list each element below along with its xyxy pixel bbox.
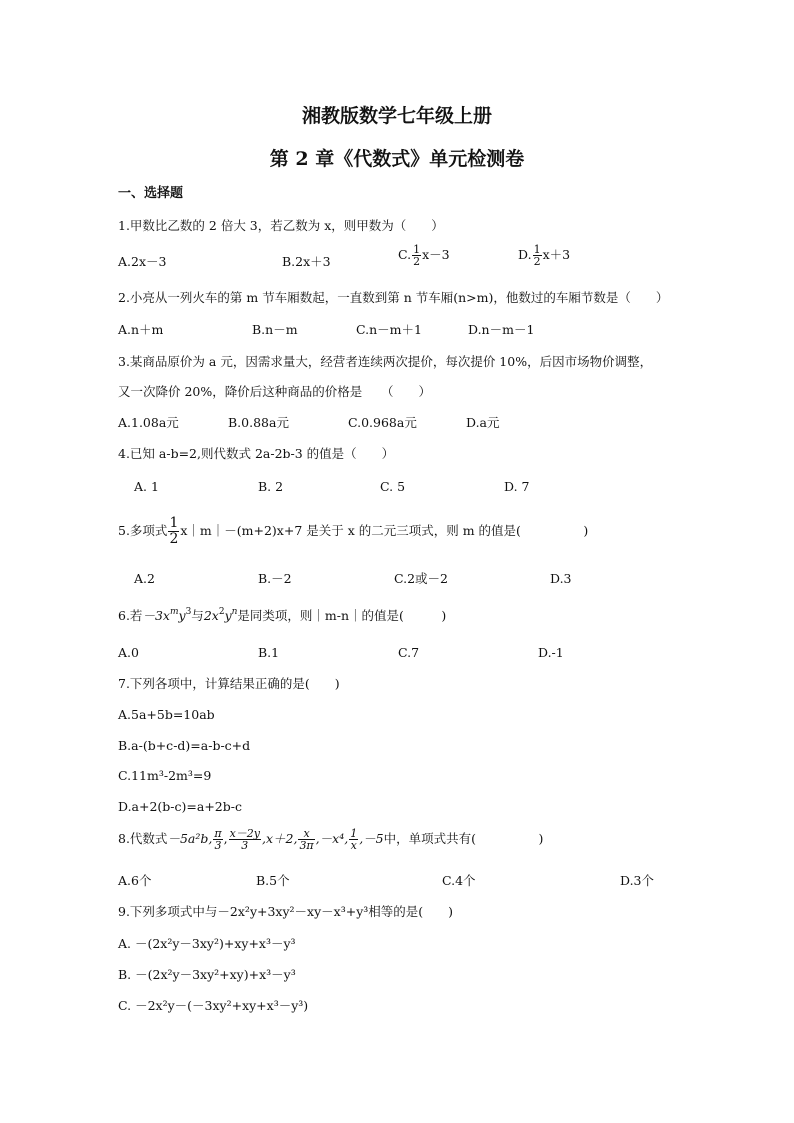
question-6-stem [118, 608, 446, 624]
fraction [213, 828, 222, 851]
question-3-option-c: C.0.968a元 [348, 415, 417, 430]
math-term: y [224, 608, 232, 623]
stem-suffix: 是同类项，则｜m-n｜的值是( ) [237, 608, 447, 623]
question-7-stem: 7.下列各项中，计算结果正确的是( ) [118, 676, 340, 691]
question-7-option-c: C.11m³-2m³=9 [118, 768, 212, 783]
numerator: 1 [533, 243, 541, 256]
question-8-stem: 8.代数式－5a²b, $\frac{\pi}{3}$ , $\frac{x-2y}{3}$ ,x＋2, $\frac{x}{3\pi}$ ,－x⁴, $\frac{1}{x}$ ,－5中，单项式共有( ) [118, 827, 544, 852]
math-term: －3x [142, 608, 170, 623]
question-4-option-b: B. 2 [258, 479, 284, 494]
math-term: ,－x⁴, [315, 831, 349, 846]
math-term: －5a²b, [167, 831, 213, 846]
math-term: y [178, 608, 186, 623]
question-8-option-a: A.6个 [118, 873, 152, 888]
question-1-option-c [398, 244, 450, 267]
math-term: 2x [203, 608, 219, 623]
question-4-option-a: A. 1 [134, 479, 159, 494]
question-5-option-b: B.－2 [258, 571, 292, 586]
stem-prefix: 6.若 [118, 608, 143, 623]
fraction [349, 828, 358, 851]
exponent: n [231, 607, 238, 617]
question-1-stem: 1.甲数比乙数的 2 倍大 3，若乙数为 x，则甲数为（ ） [118, 218, 444, 233]
option-d-text: x＋3 [542, 247, 571, 262]
question-6-option-c: C.7 [398, 645, 420, 660]
option-d-label: D. [518, 247, 532, 262]
question-9-option-c: C. －2x²y－(－3xy²+xy+x³－y³) [118, 998, 309, 1013]
question-4-stem: 4.已知 a-b=2,则代数式 2a-2b-3 的值是（ ） [118, 446, 395, 461]
question-2-option-c: C.n－m＋1 [356, 322, 422, 337]
fraction [229, 828, 261, 851]
doc-title: 湘教版数学七年级上册 [301, 105, 492, 127]
question-3-stem-line2: 又一次降价 20%，降价后这种商品的价格是 （ ） [118, 384, 432, 399]
denominator: 3 [241, 839, 249, 852]
fraction [533, 244, 542, 267]
numerator: 1 [350, 827, 358, 840]
numerator: 1 [169, 515, 179, 531]
question-3-option-b: B.0.88a元 [228, 415, 289, 430]
denominator: x [350, 839, 357, 852]
question-1-option-d [518, 244, 570, 267]
question-7-option-a: A.5a+5b=10ab [118, 707, 215, 722]
numerator: 1 [413, 243, 421, 256]
question-8-option-d: D.3个 [620, 873, 655, 888]
question-6-option-b: B.1 [258, 645, 280, 660]
question-3-option-d: D.a元 [466, 415, 500, 430]
fraction [412, 244, 421, 267]
section-heading: 一、选择题 [118, 186, 184, 201]
option-c-label: C. [398, 247, 412, 262]
numerator: x [298, 828, 314, 840]
question-5-option-a: A.2 [134, 571, 155, 586]
question-3-stem-line1: 3.某商品原价为 a 元，因需求量大，经营者连续两次提价，每次提价 10%，后因市场物价调整， [118, 354, 653, 369]
question-9-option-a: A. －(2x²y－3xy²)+xy+x³－y³ [118, 936, 296, 951]
doc-subtitle: 第 2 章《代数式》单元检测卷 [269, 148, 525, 170]
stem-suffix: x｜m｜－(m+2)x+7 是关于 x 的二元三项式，则 m 的值是( ) [180, 523, 589, 538]
exponent: 3 [185, 607, 192, 617]
stem-prefix: 8.代数式 [118, 831, 168, 846]
exponent: 2 [218, 607, 225, 617]
math-term: ,x＋2, [261, 831, 298, 846]
question-3-option-a: A.1.08a元 [118, 415, 179, 430]
question-4-option-c: C. 5 [380, 479, 406, 494]
question-9-option-b: B. －(2x²y－3xy²+xy)+x³－y³ [118, 967, 296, 982]
option-c-text: x－3 [422, 247, 450, 262]
question-1-option-a: A.2x－3 [118, 254, 167, 269]
numerator: π [214, 827, 222, 840]
question-8-option-b: B.5个 [256, 873, 290, 888]
stem-suffix: 中，单项式共有( ) [383, 831, 544, 846]
question-2-option-d: D.n－m－1 [468, 322, 535, 337]
denominator: 3π [299, 839, 314, 852]
question-8-option-c: C.4个 [442, 873, 476, 888]
question-2-stem: 2.小亮从一列火车的第 m 节车厢数起，一直数到第 n 节车厢(n>m)，他数过的车厢节数是（ ） [118, 290, 669, 305]
fraction [298, 828, 314, 851]
stem-prefix: 5.多项式 [118, 523, 168, 538]
question-6-option-a: A.0 [118, 645, 139, 660]
numerator: x－2y [229, 827, 260, 840]
question-2-option-a: A.n＋m [118, 322, 164, 337]
question-4-option-d: D. 7 [504, 479, 530, 494]
exponent: m [169, 607, 179, 617]
question-7-option-b: B.a-(b+c-d)=a-b-c+d [118, 738, 251, 753]
question-5-option-c: C.2或－2 [394, 571, 448, 586]
stem-connector: 与 [191, 608, 204, 623]
question-7-option-d: D.a+2(b-c)=a+2b-c [118, 799, 242, 814]
question-9-stem: 9.下列多项式中与－2x²y+3xy²－xy－x³+y³相等的是( ) [118, 904, 454, 919]
question-1-option-b: B.2x＋3 [282, 254, 331, 269]
denominator: 2 [533, 255, 541, 268]
question-5-option-d: D.3 [550, 571, 572, 586]
math-term: ,－5 [359, 831, 384, 846]
question-2-option-b: B.n－m [252, 322, 298, 337]
denominator: 3 [214, 839, 222, 852]
denominator: 2 [413, 255, 421, 268]
denominator: 2 [169, 531, 179, 547]
question-6-option-d: D.-1 [538, 645, 564, 660]
fraction [168, 516, 179, 547]
question-5-stem [118, 516, 588, 547]
